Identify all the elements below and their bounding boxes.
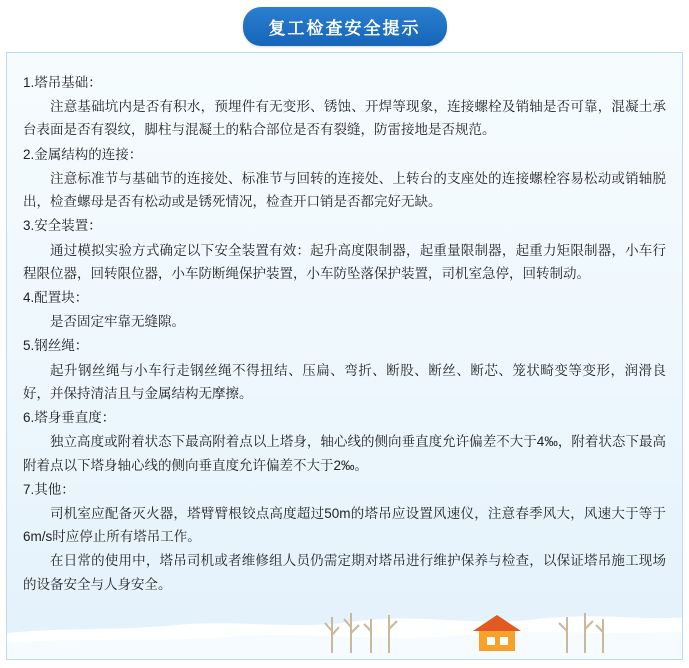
section-heading-1: 1.塔吊基础： <box>23 75 102 90</box>
snow-ground <box>7 616 683 659</box>
section-paragraph-5: 起升钢丝绳与小车行走钢丝绳不得扭结、压扁、弯折、断股、断丝、断芯、笼状畸变等变形，润滑良好，并保持清洁且与金属结构无摩擦。 <box>23 362 666 401</box>
section-paragraph-6: 独立高度或附着状态下最高附着点以上塔身，轴心线的侧向垂直度允许偏差不大于4‰，附着状态下最高附着点以下塔身轴心线的侧向垂直度允许偏差不大于2‰。 <box>23 434 666 473</box>
section-heading-3: 3.安全装置： <box>23 218 102 234</box>
section-paragraph-2: 注意标准节与基础节的连接处、标准节与回转的连接处、上转台的支座处的连接螺栓容易松动或销轴脱出，检查螺母是否有松动或是锈死情况，检查开口销是否都完好无缺。 <box>23 170 666 210</box>
header-band <box>0 0 689 52</box>
section-heading-4: 4.配置块： <box>23 289 89 305</box>
content-card <box>6 52 683 660</box>
tree-icon-right-group <box>559 613 603 653</box>
section-heading-5: 5.钢丝绳： <box>23 338 89 354</box>
tree-icon <box>325 613 397 653</box>
section-paragraph-7a: 司机室应配备灭火器，塔臂臂根铰点高度超过50m的塔吊应设置风速仪，注意春季风大，风速大于等于6m/s时应停止所有塔吊工作。 <box>23 505 666 545</box>
snow-scene-illustration <box>7 587 683 659</box>
page-title: 复工检查安全提示 <box>243 7 447 46</box>
house-icon <box>473 615 521 651</box>
section-heading-6: 6.塔身垂直度： <box>23 410 116 426</box>
section-paragraph-3: 通过模拟实验方式确定以下安全装置有效：起升高度限制器，起重量限制器，起重力矩限制器，小车行程限位器，回转限位器，小车防断绳保护装置，小车防坠落保护装置，司机室急停，回转制动。 <box>23 242 666 281</box>
section-paragraph-4: 是否固定牢靠无缝隙。 <box>50 314 185 330</box>
snow-ground-back <box>7 631 683 659</box>
article-body <box>7 53 682 596</box>
section-heading-2: 2.金属结构的连接： <box>23 146 143 162</box>
section-paragraph-7b: 在日常的使用中，塔吊司机或者维修组人员仍需定期对塔吊进行维护保养与检查，以保证塔吊施工现场的设备安全与人身安全。 <box>23 553 666 592</box>
section-heading-7: 7.其他： <box>23 481 75 497</box>
section-paragraph-1: 注意基础坑内是否有积水，预埋件有无变形、锈蚀、开焊等现象，连接螺栓及销轴是否可靠，混凝土承台表面是否有裂纹，脚柱与混凝土的粘合部位是否有裂缝，防雷接地是否规范。 <box>23 99 666 138</box>
